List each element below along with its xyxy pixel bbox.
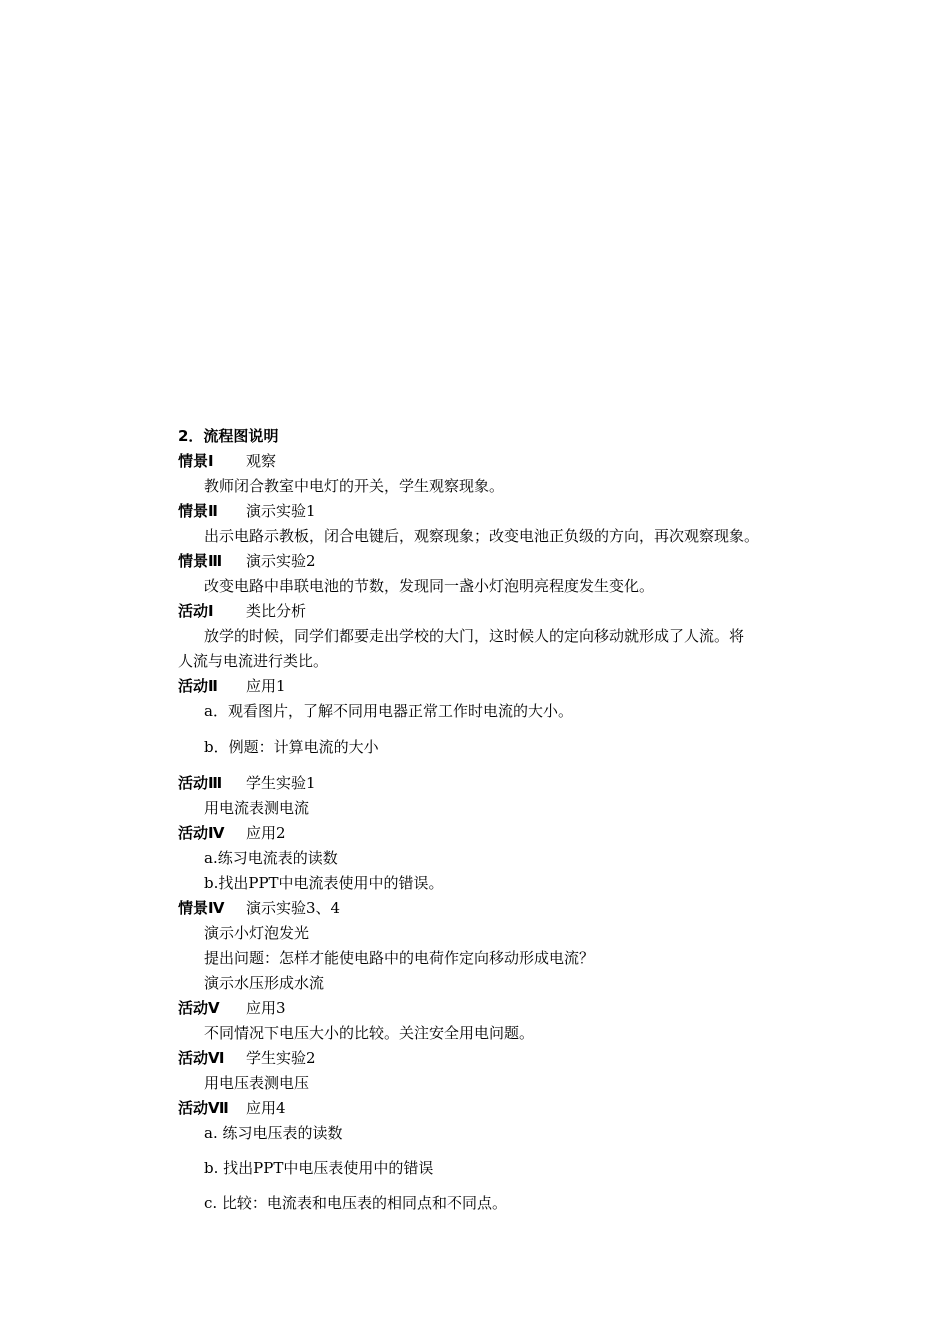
heading-activity-5 — [178, 998, 286, 1018]
heading-label: 情景Ⅰ — [178, 452, 214, 470]
heading-activity-2 — [178, 676, 286, 696]
heading-title: 学生实验1 — [246, 774, 316, 792]
heading-label: 活动Ⅳ — [178, 824, 225, 842]
heading-label: 活动Ⅶ — [178, 1099, 229, 1117]
heading-scene-4 — [178, 898, 340, 918]
paragraph: 改变电路中串联电池的节数，发现同一盏小灯泡明亮程度发生变化。 — [204, 577, 655, 595]
paragraph: 演示小灯泡发光 — [204, 924, 310, 942]
paragraph: 不同情况下电压大小的比较。关注安全用电问题。 — [204, 1024, 535, 1042]
heading-scene-3 — [178, 551, 316, 571]
list-item: b．例题：计算电流的大小 — [204, 738, 379, 756]
heading-activity-3 — [178, 773, 316, 793]
heading-title: 演示实验1 — [246, 502, 316, 520]
heading-label: 活动Ⅱ — [178, 677, 218, 695]
list-item: c. 比较：电流表和电压表的相同点和不同点。 — [204, 1194, 507, 1212]
heading-label: 情景Ⅳ — [178, 899, 225, 917]
heading-label: 情景Ⅱ — [178, 502, 218, 520]
paragraph: 用电压表测电压 — [204, 1074, 310, 1092]
heading-label: 情景Ⅲ — [178, 552, 223, 570]
section-title: 2．流程图说明 — [178, 427, 279, 445]
heading-label: 活动Ⅴ — [178, 999, 220, 1017]
paragraph-continuation: 人流与电流进行类比。 — [178, 652, 329, 670]
heading-activity-7 — [178, 1098, 286, 1118]
list-item: b. 找出PPT中电压表使用中的错误 — [204, 1159, 434, 1177]
heading-title: 应用3 — [246, 999, 286, 1017]
heading-scene-1 — [178, 451, 276, 471]
list-item: a. 练习电压表的读数 — [204, 1124, 343, 1142]
heading-title: 应用1 — [246, 677, 286, 695]
paragraph: 用电流表测电流 — [204, 799, 310, 817]
paragraph: 提出问题：怎样才能使电路中的电荷作定向移动形成电流？ — [204, 949, 595, 967]
heading-label: 活动Ⅰ — [178, 602, 214, 620]
list-item: b.找出PPT中电流表使用中的错误。 — [204, 874, 444, 892]
heading-activity-6 — [178, 1048, 316, 1068]
heading-title: 应用2 — [246, 824, 286, 842]
paragraph: 出示电路示教板，闭合电键后，观察现象；改变电池正负级的方向，再次观察现象。 — [204, 527, 760, 545]
paragraph: 放学的时候，同学们都要走出学校的大门，这时候人的定向移动就形成了人流。将 — [204, 627, 745, 645]
heading-title: 学生实验2 — [246, 1049, 316, 1067]
heading-title: 类比分析 — [246, 602, 307, 620]
heading-activity-4 — [178, 823, 286, 843]
list-item: a.练习电流表的读数 — [204, 849, 338, 867]
heading-label: 活动Ⅲ — [178, 774, 223, 792]
paragraph: 教师闭合教室中电灯的开关，学生观察现象。 — [204, 477, 505, 495]
heading-title: 演示实验2 — [246, 552, 316, 570]
heading-scene-2 — [178, 501, 316, 521]
paragraph: 演示水压形成水流 — [204, 974, 325, 992]
heading-title: 观察 — [246, 452, 277, 470]
heading-activity-1 — [178, 601, 306, 621]
heading-title: 应用4 — [246, 1099, 286, 1117]
list-item: a．观看图片，了解不同用电器正常工作时电流的大小。 — [204, 702, 573, 720]
heading-label: 活动Ⅵ — [178, 1049, 225, 1067]
heading-title: 演示实验3、4 — [246, 899, 341, 917]
